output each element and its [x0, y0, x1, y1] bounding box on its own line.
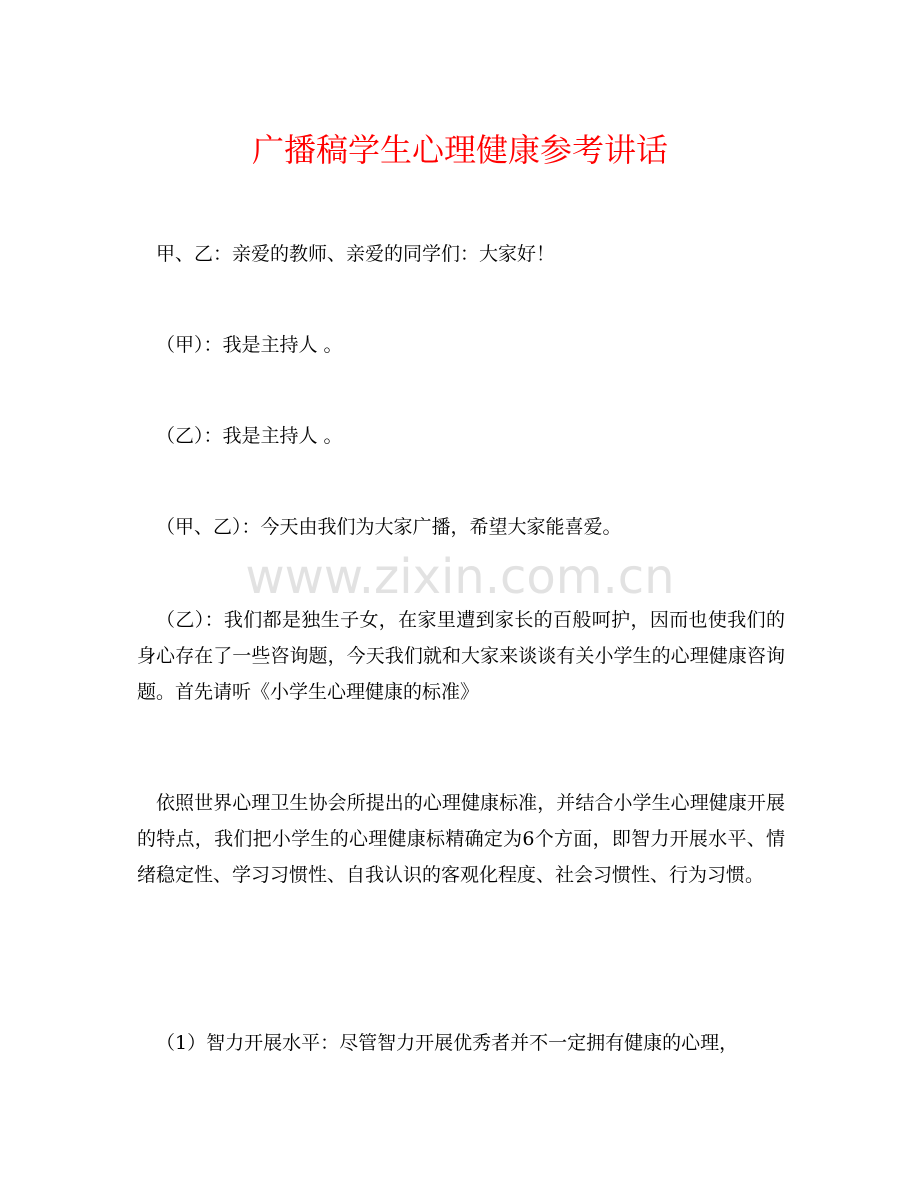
paragraph-topic: （乙）：我们都是独生子女，在家里遭到家长的百般呵护，因而也使我们的身心存在了一些咨询题，今天我们就和大家来谈谈有关小学生的心理健康咨询题。首先请听《小学生心理健康的标准》: [137, 609, 785, 703]
paragraph-host-b: （乙）：我是主持人 。: [156, 425, 343, 447]
paragraph-standards: 依照世界心理卫生协会所提出的心理健康标准，并结合小学生心理健康开展的特点，我们把小学生的心理健康标精确定为6个方面，即智力开展水平、情绪稳定性、学习习惯性、自我认识的客观化程度、社会习惯性、行为习惯。: [137, 792, 785, 886]
paragraph-host-a: （甲）：我是主持人 。: [156, 334, 343, 356]
paragraph-intro: （甲、乙）：今天由我们为大家广播，希望大家能喜爱。: [156, 516, 622, 538]
document-title: 广播稿学生心理健康参考讲话: [251, 131, 668, 169]
paragraph-intelligence: （1）智力开展水平：尽管智力开展优秀者并不一定拥有健康的心理，: [156, 1032, 739, 1054]
paragraph-greeting: 甲、乙：亲爱的教师、亲爱的同学们：大家好！: [156, 243, 556, 265]
watermark: www.zixin.com.cn: [245, 549, 675, 605]
